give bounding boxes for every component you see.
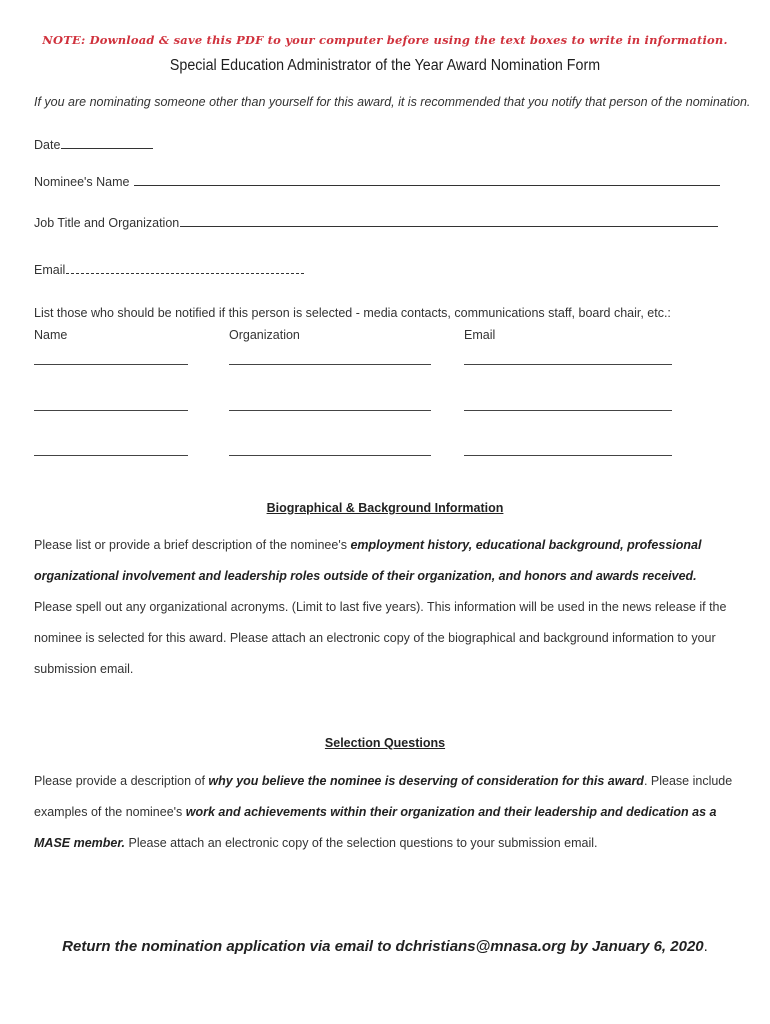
nominee-name-row [34, 173, 720, 189]
job-title-row [34, 214, 718, 230]
bio-emphasis: employment history, educational background, professional organizational involvement and leadership roles outside of their organization, and honors and awards received. [34, 538, 702, 583]
contact-2-organization-line[interactable] [229, 410, 431, 411]
email-label: Email [34, 263, 66, 277]
column-header-name: Name [34, 328, 68, 342]
contact-1-name-line[interactable] [34, 364, 188, 365]
date-field-row [34, 136, 153, 152]
selection-text-1: Please provide a description of [34, 774, 209, 788]
job-title-input-line[interactable] [180, 214, 718, 227]
column-header-organization: Organization [229, 328, 300, 342]
bio-instructions [34, 530, 734, 685]
selection-emphasis-2: work and achievements within their organization and their leadership and dedication as a MASE member. [34, 805, 717, 850]
notify-prompt: List those who should be notified if this person is selected - media contacts, communications staff, board chair, etc.: [34, 306, 671, 320]
job-title-label: Job Title and Organization [34, 216, 180, 230]
bio-text-1: Please list or provide a brief description of the nominee's [34, 538, 351, 552]
email-input-line[interactable] [66, 261, 304, 274]
bio-section-heading: Biographical & Background Information [266, 501, 504, 515]
contact-3-name-line[interactable] [34, 455, 188, 456]
date-label: Date [34, 138, 61, 152]
return-instructions-period: . [703, 938, 708, 955]
contact-1-organization-line[interactable] [229, 364, 431, 365]
selection-text-2: . Please include examples of the nominee's [34, 774, 733, 819]
email-row [34, 261, 304, 277]
contact-1-email-line[interactable] [464, 364, 672, 365]
selection-emphasis-1: why you believe the nominee is deserving of consideration for this award [208, 774, 644, 788]
nominee-name-label: Nominee's Name [34, 175, 130, 189]
selection-text-3: Please attach an electronic copy of the selection questions to your submission email. [125, 836, 598, 850]
contact-3-organization-line[interactable] [229, 455, 431, 456]
return-instructions-text: Return the nomination application via email to dchristians@mnasa.org by January 6, 2020 [62, 938, 704, 955]
column-header-email: Email [464, 328, 496, 342]
return-instructions [0, 938, 770, 955]
selection-section-heading: Selection Questions [324, 736, 446, 750]
intro-text: If you are nominating someone other than yourself for this award, it is recommended that you notify that person of the nomination. [34, 95, 751, 109]
download-note: NOTE: Download & save this PDF to your computer before using the text boxes to write in information. [42, 33, 728, 47]
contact-2-name-line[interactable] [34, 410, 188, 411]
page-title: Special Education Administrator of the Year Award Nomination Form [169, 57, 601, 74]
bio-text-2: Please spell out any organizational acronyms. (Limit to last five years). This information will be used in the news release if the nominee is selected for this award. Please attach an electronic copy of the biographical and background information to your submission email. [34, 600, 727, 676]
selection-instructions [34, 766, 734, 859]
contact-3-email-line[interactable] [464, 455, 672, 456]
contact-2-email-line[interactable] [464, 410, 672, 411]
nominee-name-input-line[interactable] [134, 173, 720, 186]
date-input-line[interactable] [61, 136, 153, 149]
